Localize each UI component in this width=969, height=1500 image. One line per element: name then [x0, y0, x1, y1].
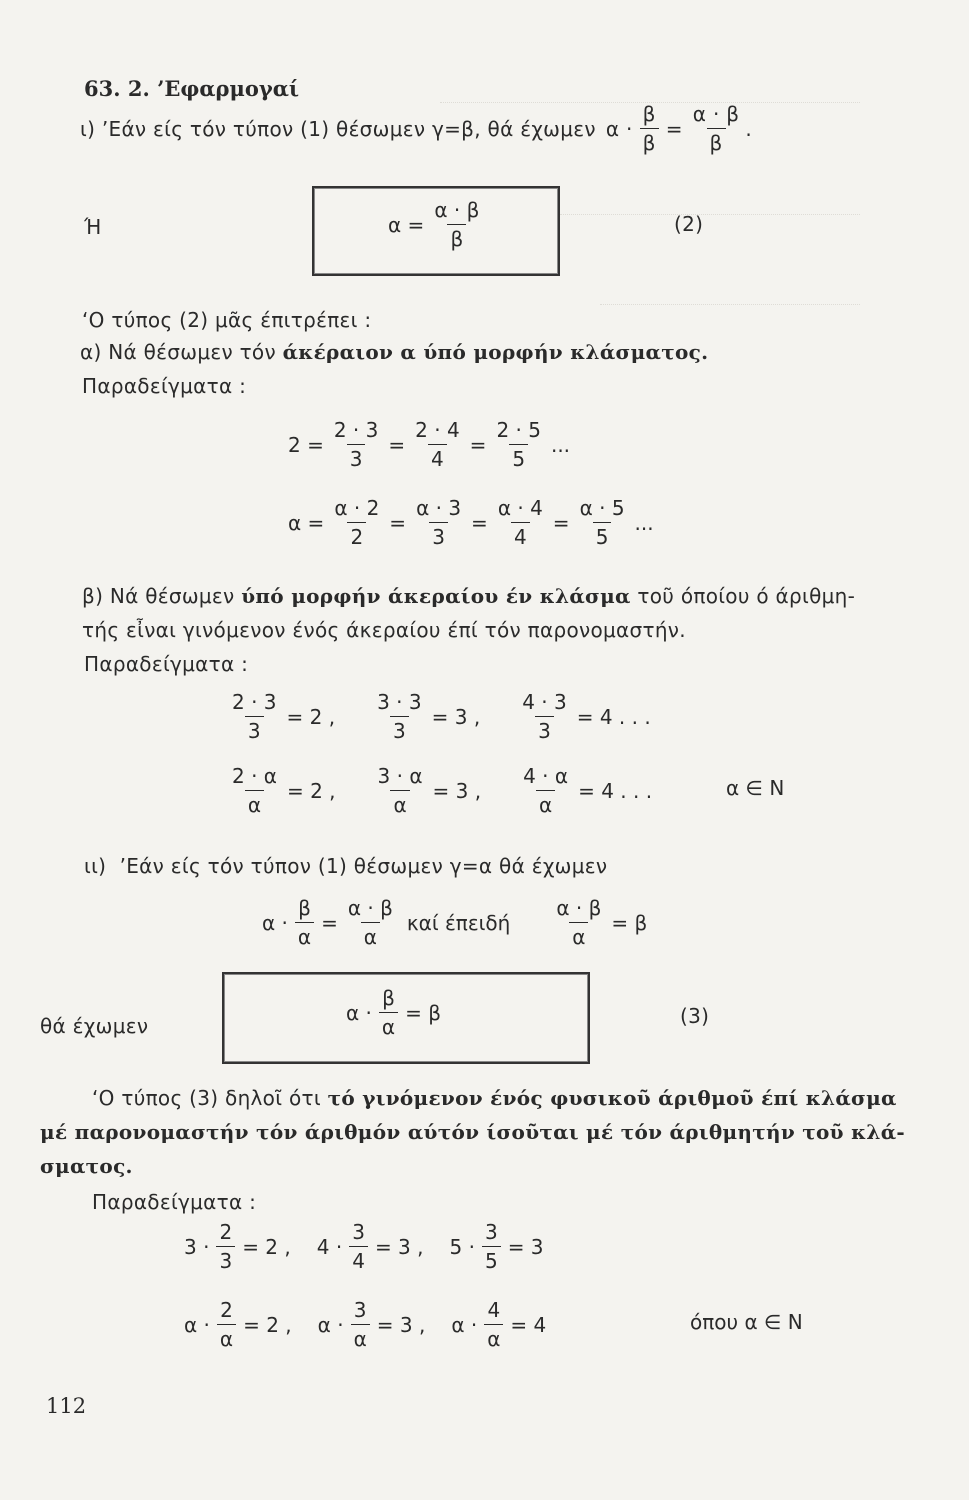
frac-denominator: β	[447, 224, 466, 251]
frac-denominator: 3	[390, 716, 409, 743]
frac-denominator: α	[379, 1012, 398, 1039]
example-rhs: = 3 ,	[374, 1234, 424, 1259]
frac-denominator: α	[390, 790, 409, 817]
frac-denominator: α	[536, 790, 555, 817]
examples-c-row1	[180, 1220, 548, 1273]
formula-left: α ·	[262, 910, 288, 935]
example-rhs: = 3 ,	[376, 1312, 426, 1337]
case2-frac2	[345, 896, 396, 949]
example-frac	[519, 690, 570, 743]
case2-frac1	[295, 896, 314, 949]
examples-c-note: όπου α ∈ N	[690, 1310, 803, 1334]
examples-c-row2	[180, 1298, 550, 1351]
case2-text: ’Εάν είς τόν τύπον (1) θέσωμεν γ=α θά έχωμεν	[119, 854, 608, 878]
case1-text: ’Εάν είς τόν τύπον (1) θέσωμεν γ=β, θά έχωμεν	[101, 116, 596, 141]
example-frac	[495, 496, 546, 549]
example-frac	[351, 1298, 370, 1351]
usage-b-bold: ύπό μορφήν άκεραίου έν κλάσμα	[241, 584, 631, 608]
example-left: 5 ·	[449, 1234, 475, 1259]
section-heading: 63. 2. ’Εφαρμογαί	[84, 76, 300, 101]
frac-numerator: β	[298, 896, 311, 920]
row-tail: ...	[634, 510, 654, 535]
example-frac	[331, 418, 382, 471]
example-frac	[349, 1220, 368, 1273]
case2-frac3	[553, 896, 604, 949]
formula3-frac	[379, 986, 398, 1039]
examples-label-a: Παραδείγματα :	[82, 374, 247, 398]
equals-sign: =	[389, 510, 407, 535]
frac-denominator: 4	[349, 1246, 368, 1273]
frac-denominator: 3	[429, 522, 448, 549]
case2-line	[84, 854, 607, 878]
frac-numerator: 2 · 5	[496, 418, 541, 442]
examples-b-row1	[226, 690, 655, 743]
frac-denominator: α	[295, 922, 314, 949]
example-frac	[412, 418, 463, 471]
usage-b-plain2: τοῦ όποίου ό άριθμη-	[637, 584, 856, 608]
frac-numerator: 4 · 3	[522, 690, 567, 714]
example-frac	[331, 496, 382, 549]
equals-sign: =	[552, 510, 570, 535]
row-lhs: α =	[288, 510, 325, 535]
frac-denominator: 4	[428, 444, 447, 471]
frac-numerator: 4	[487, 1298, 501, 1322]
usage-a-bold: άκέραιον α ύπό μορφήν κλάσματος.	[282, 340, 709, 364]
frac-numerator: α · β	[434, 198, 480, 222]
example-frac	[484, 1298, 503, 1351]
equals-sign: =	[665, 116, 683, 141]
case1-label: ι)	[80, 116, 96, 141]
formula3-prefix: θά έχωμεν	[40, 1014, 149, 1038]
examples-label-c: Παραδείγματα :	[92, 1190, 257, 1214]
example-frac	[217, 1298, 236, 1351]
example-left: 3 ·	[184, 1234, 210, 1259]
usage-b-line2: τής εἶναι γινόμενον ένός άκεραίου έπί τόν παρονομαστήν.	[82, 618, 686, 642]
frac-denominator: α	[484, 1324, 503, 1351]
example-frac	[413, 496, 464, 549]
example-frac	[493, 418, 544, 471]
frac-numerator: α · 4	[497, 496, 543, 520]
conclusion-line3: σματος.	[40, 1154, 133, 1178]
example-rhs: = 2 ,	[242, 1234, 291, 1259]
case2-rhs: = β	[611, 910, 648, 935]
frac-denominator: 2	[347, 522, 366, 549]
formula2-tag: (2)	[674, 212, 704, 236]
example-rhs: = 4 . . .	[576, 704, 651, 729]
usage-b-plain1: β) Νά θέσωμεν	[82, 584, 235, 608]
example-rhs: = 3 ,	[432, 778, 482, 803]
example-rhs: = 2 ,	[243, 1312, 292, 1337]
formula3-box	[222, 972, 590, 1064]
example-frac	[482, 1220, 501, 1273]
example-rhs: = 4 . . .	[578, 778, 653, 803]
frac-numerator: α · β	[347, 896, 393, 920]
frac-denominator: 5	[509, 444, 528, 471]
formula2-frac	[431, 198, 482, 251]
case2-label: ιι)	[84, 854, 107, 878]
frac-denominator: α	[351, 1324, 370, 1351]
frac-numerator: 2 · 3	[333, 418, 379, 442]
frac-numerator: 4 · α	[523, 764, 569, 788]
examples-label-b: Παραδείγματα :	[84, 652, 249, 676]
page-number: 112	[46, 1394, 87, 1418]
frac-denominator: 3	[245, 716, 264, 743]
equals-sign: =	[321, 910, 338, 935]
formula2-prefix: Ή	[84, 215, 102, 239]
equals-sign: =	[471, 510, 488, 535]
frac-denominator: 4	[511, 522, 530, 549]
frac-numerator: β	[642, 102, 656, 126]
frac-numerator: 2 · 4	[415, 418, 460, 442]
frac-denominator: β	[640, 128, 659, 155]
example-rhs: = 3 ,	[431, 704, 481, 729]
examples-b-note: α ∈ N	[726, 776, 785, 800]
conclusion-line2: μέ παρονομαστήν τόν άριθμόν αύτόν ίσοῦται μέ τόν άριθμητήν τοῦ κλά-	[40, 1120, 906, 1144]
example-frac	[577, 496, 628, 549]
case1-frac1	[640, 102, 659, 155]
formula3-rhs: = β	[405, 1000, 441, 1025]
frac-numerator: α · β	[692, 102, 740, 126]
frac-numerator: 3 · 3	[377, 690, 422, 714]
frac-numerator: 2	[220, 1298, 233, 1322]
frac-denominator: β	[707, 128, 726, 155]
case2-mid: καί έπειδή	[406, 910, 511, 935]
example-frac	[520, 764, 571, 817]
conclusion-plain: ‘Ο τύπος (3) δηλοῖ ότι	[92, 1086, 321, 1110]
formula2-box	[312, 186, 560, 276]
frac-denominator: α	[569, 922, 588, 949]
conclusion-bold1: τό γινόμενον ένός φυσικοῦ άριθμοῦ έπί κλάσμα	[327, 1086, 897, 1110]
example-left: α ·	[451, 1312, 478, 1337]
frac-denominator: α	[245, 790, 264, 817]
example-left: 4 ·	[316, 1234, 343, 1259]
row-tail: ...	[550, 432, 571, 457]
row-lhs: 2 =	[288, 432, 324, 457]
frac-denominator: 5	[593, 522, 612, 549]
formula2-lhs: α =	[388, 212, 425, 237]
case1-end: .	[745, 116, 752, 141]
conclusion-line1	[92, 1086, 897, 1110]
frac-numerator: 3 · α	[377, 764, 423, 788]
examples-a-row2	[284, 496, 658, 549]
frac-denominator: 3	[347, 444, 366, 471]
frac-numerator: 3	[484, 1220, 498, 1244]
frac-numerator: β	[382, 986, 395, 1010]
equals-sign: =	[469, 432, 487, 457]
frac-numerator: α · 2	[334, 496, 380, 520]
formula3-left: α ·	[346, 1000, 372, 1025]
example-rhs: = 2 ,	[286, 704, 336, 729]
usage-intro: ‘Ο τύπος (2) μᾶς έπιτρέπει :	[82, 308, 372, 332]
case2-formula	[258, 896, 651, 949]
example-frac	[374, 690, 425, 743]
example-frac	[229, 764, 280, 817]
example-rhs: = 3	[507, 1234, 544, 1259]
examples-a-row1	[284, 418, 574, 471]
case1-line	[80, 102, 752, 155]
frac-numerator: α · 3	[416, 496, 462, 520]
example-frac	[229, 690, 280, 743]
examples-b-row2	[226, 764, 656, 817]
frac-denominator: 3	[216, 1246, 235, 1273]
example-rhs: = 4	[510, 1312, 547, 1337]
frac-denominator: α	[217, 1324, 236, 1351]
usage-a-line	[80, 340, 708, 364]
frac-denominator: α	[361, 922, 380, 949]
usage-a-label: α) Νά θέσωμεν τόν	[80, 340, 276, 364]
bleed-through	[600, 290, 860, 305]
example-left: α ·	[317, 1312, 344, 1337]
formula3-tag: (3)	[680, 1004, 710, 1028]
example-frac	[375, 764, 426, 817]
frac-numerator: 3	[353, 1298, 367, 1322]
frac-numerator: 2 · 3	[232, 690, 277, 714]
frac-numerator: α · β	[556, 896, 602, 920]
frac-numerator: 2 · α	[232, 764, 277, 788]
usage-b-line1	[82, 584, 855, 608]
example-frac	[216, 1220, 235, 1273]
equals-sign: =	[388, 432, 406, 457]
example-left: α ·	[184, 1312, 210, 1337]
bleed-through	[440, 88, 860, 103]
frac-numerator: 2	[219, 1220, 233, 1244]
example-rhs: = 2 ,	[286, 778, 336, 803]
frac-numerator: 3	[352, 1220, 365, 1244]
frac-denominator: 3	[535, 716, 554, 743]
frac-numerator: α · 5	[579, 496, 625, 520]
case1-left: α ·	[605, 116, 633, 141]
bleed-through	[560, 200, 860, 215]
frac-denominator: 5	[482, 1246, 501, 1273]
case1-frac2	[690, 102, 743, 155]
